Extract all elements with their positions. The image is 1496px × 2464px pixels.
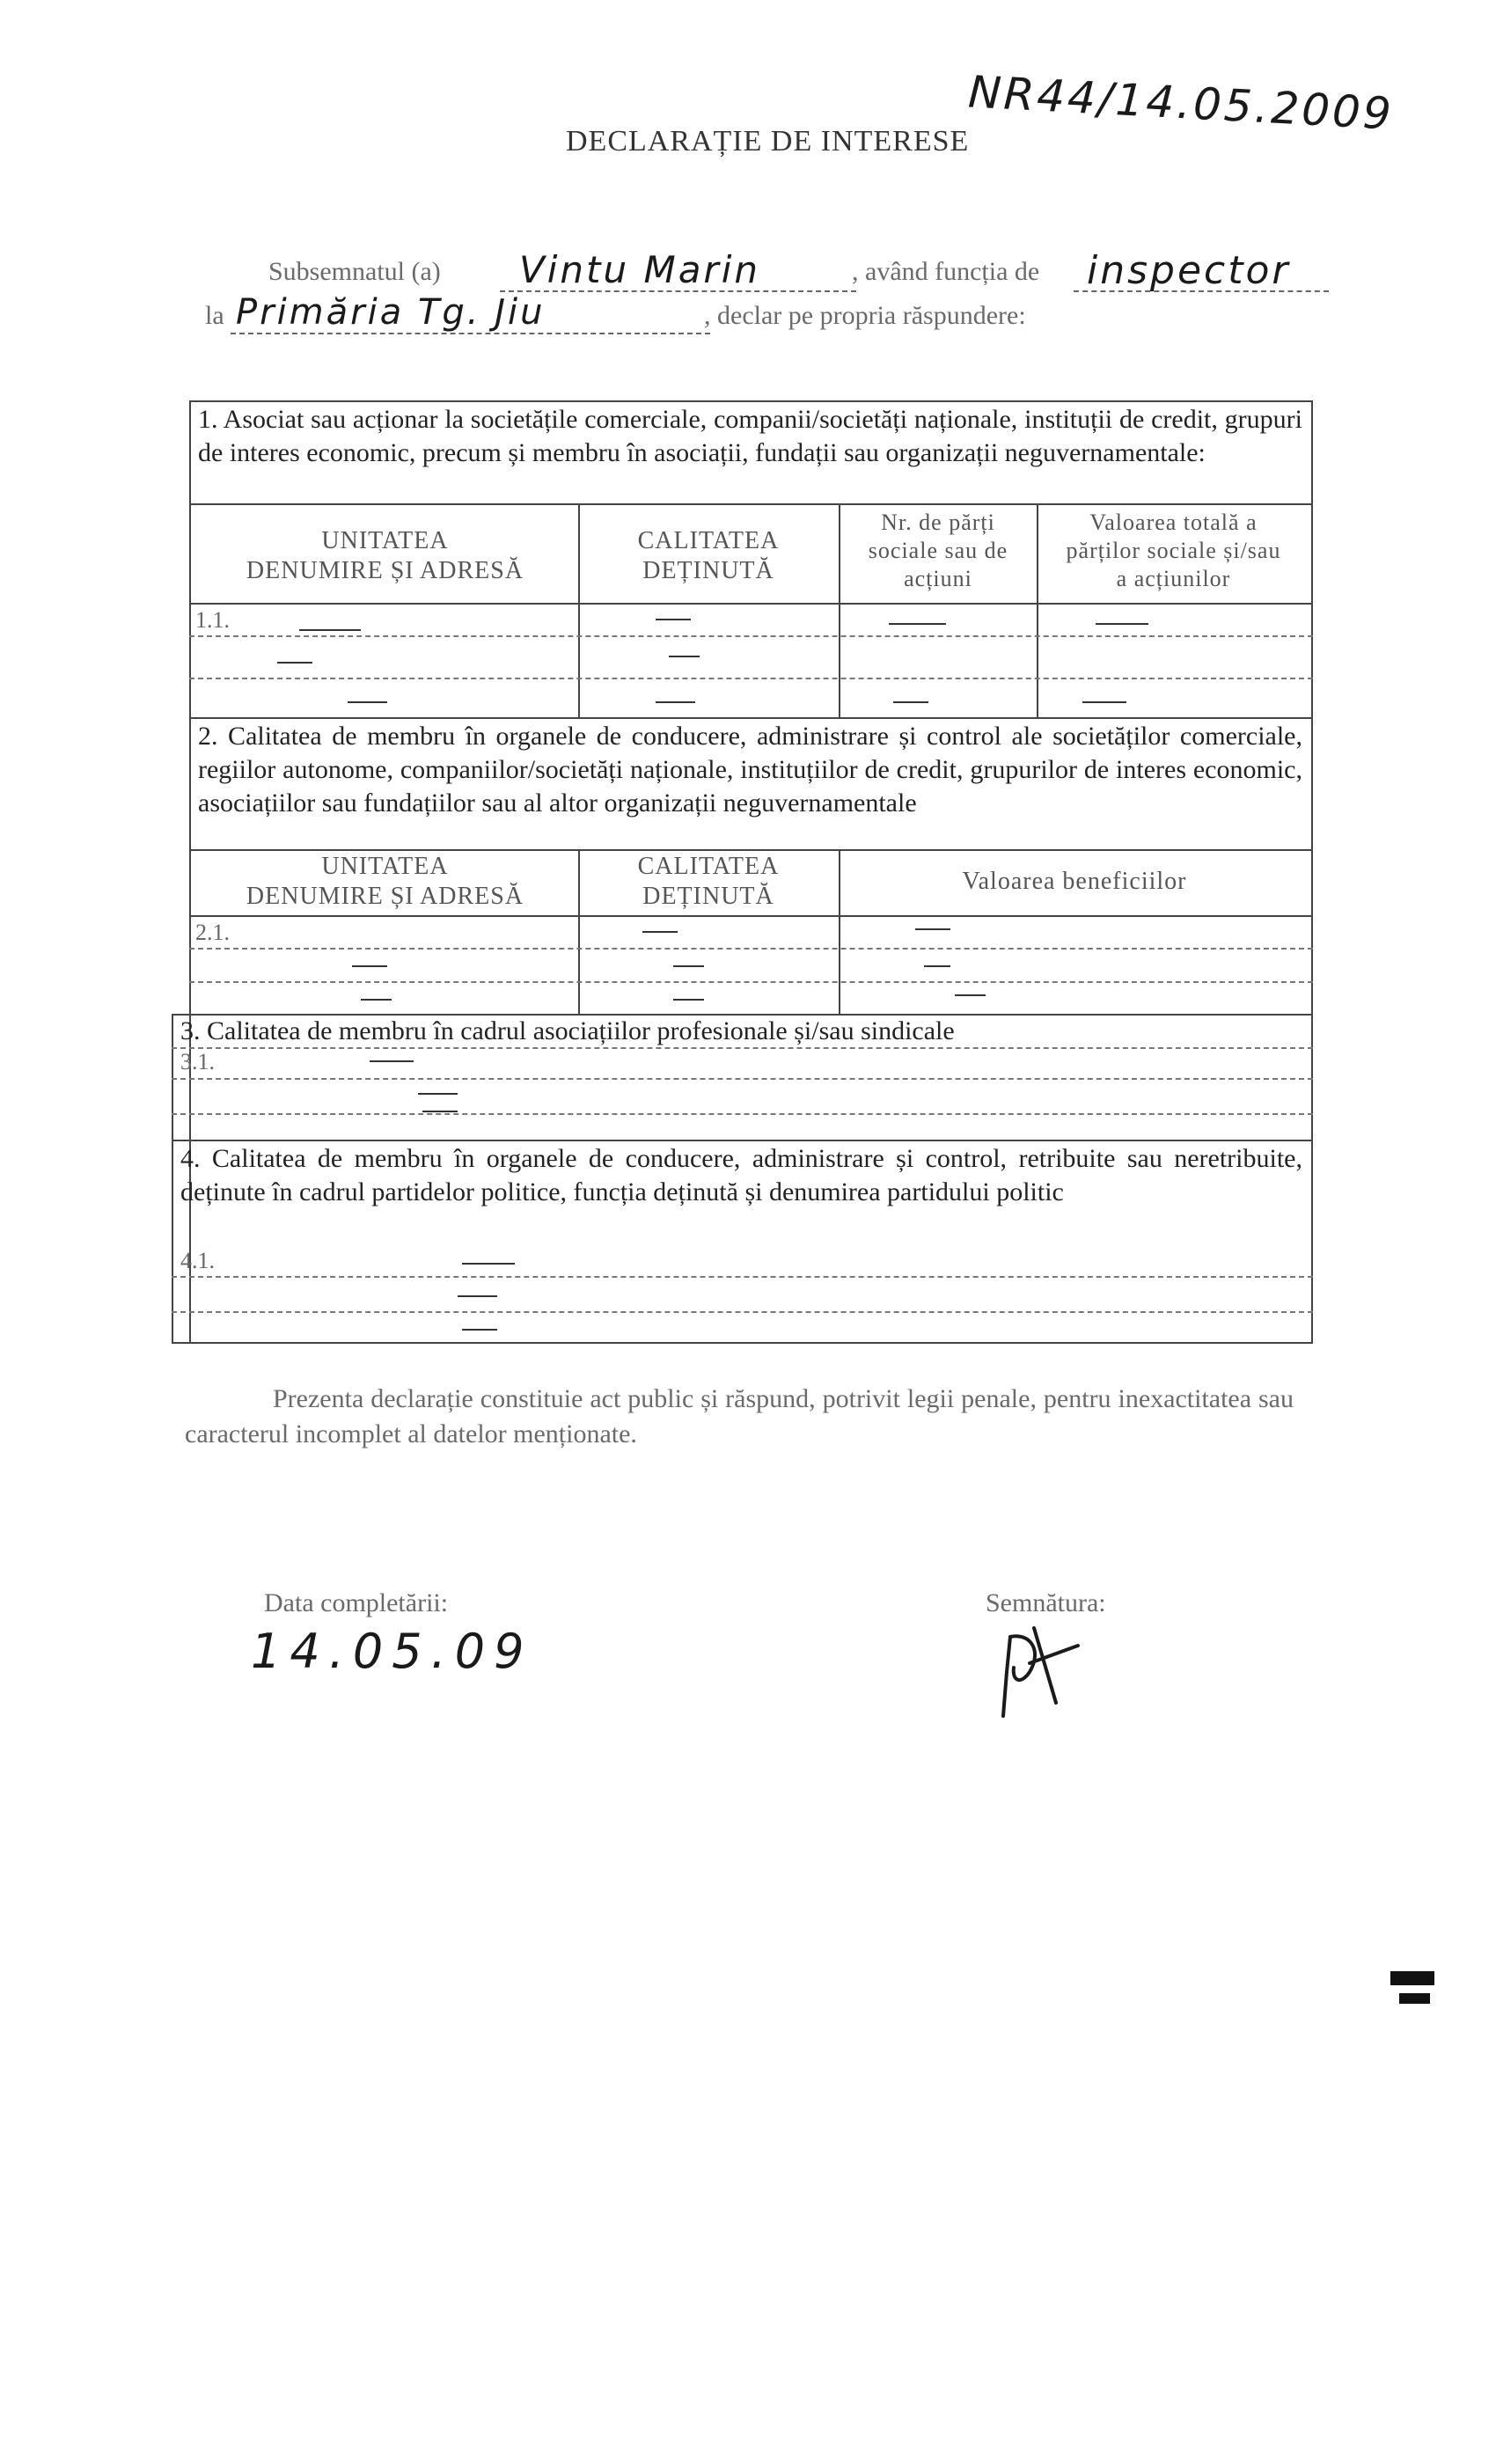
section-1-empty-mark [1082,701,1126,703]
section-1-header-bottom [189,603,1313,605]
section-2-empty-mark [361,999,392,1001]
section-1-row-label: 1.1. [195,607,230,633]
institution-name: Primăria Tg. Jiu [236,292,546,333]
section-4-heading: 4. Calitatea de membru în organele de conducere, administrare și control, retribuite sau neretribuite, deținute în cadrul partidelor politice, funcția deținută și denumirea partidului politic [180,1144,1302,1206]
section-1-col-unit: UNITATEA DENUMIRE ȘI ADRESĂ [246,527,524,584]
section-2-empty-mark [673,999,704,1001]
signature-mark [994,1619,1109,1725]
section-3-left-border [172,1014,173,1342]
section-2-table-top [189,849,1313,851]
section-3-row-line [172,1078,1313,1080]
section-3-heading: 3. Calitatea de membru în cadrul asociațiilor profesionale și/sau sindicale [180,1016,955,1045]
declarant-function: inspector [1087,248,1291,293]
declarant-name: Vintu Marin [519,248,760,291]
section-4-empty-mark [462,1263,515,1265]
section-1-empty-mark [1096,623,1148,625]
section-2-top [189,717,1313,719]
section-3-row-line [172,1047,1313,1049]
section-1-empty-mark [656,701,695,703]
date-label: Data completării: [264,1588,449,1617]
section-2-col-divider-1 [578,849,580,1015]
section-2-col-benefits: Valoarea beneficiilor [962,868,1187,895]
section-2-header-bottom [189,915,1313,917]
completion-date: 14.05.09 [251,1624,533,1679]
intro-prefix: Subsemnatul (a) [268,257,441,286]
institution-prefix: la [205,301,224,330]
section-1-empty-mark [277,662,312,664]
section-2-row-label: 2.1. [195,920,230,945]
section-1-row-1-line [189,635,1313,637]
section-1-empty-mark [656,619,691,620]
section-4-top [172,1140,1313,1141]
section-4-row-line [172,1276,1313,1278]
form-top-border [189,400,1313,402]
section-4-empty-mark [458,1295,497,1297]
section-2-empty-mark [955,994,986,996]
section-2-empty-mark [352,965,387,967]
section-1-col-divider-1 [578,503,580,719]
section-2-row-2-line [189,981,1313,983]
signature-label: Semnătura: [986,1588,1106,1617]
section-1-col-divider-3 [1037,503,1038,719]
section-3-empty-mark [370,1060,414,1062]
section-2-col-unit: UNITATEA DENUMIRE ȘI ADRESĂ [246,853,524,910]
section-2-empty-mark [673,965,704,967]
declaration-suffix: , declar pe propria răspundere: [704,301,1026,330]
section-2-col-quality: CALITATEA DEȚINUTĂ [637,853,780,910]
section-1-col-shares-count: Nr. de părți sociale sau de acțiuni [868,510,1008,591]
section-3-row-label: 3.1. [180,1049,215,1074]
registration-number: NR44/14.05.2009 [966,66,1396,140]
section-2-heading: 2. Calitatea de membru în organele de conducere, administrare și control ale societăților comerciale, regiilor autonome, companiilor/societăți naționale, instituțiilor de credit, grupurilor de interes economic, asociațiilor sau fundațiilor sau al altor organizații neguvernamentale [198,722,1302,818]
section-3-row-line [172,1113,1313,1115]
section-1-empty-mark [893,701,928,703]
section-1-col-shares-value: Valoarea totală a părților sociale și/sau a acțiunilor [1066,510,1281,591]
section-1-empty-mark [669,656,700,657]
section-3-empty-mark [418,1093,458,1095]
section-2-row-1-line [189,948,1313,950]
document-title: DECLARAȚIE DE INTERESE [566,125,970,158]
section-2-empty-mark [915,928,950,930]
form-bottom-border [172,1342,1313,1344]
section-1-row-2-line [189,678,1313,679]
function-label: , având funcția de [852,257,1040,286]
section-4-row-label: 4.1. [180,1248,215,1273]
section-1-empty-mark [889,623,946,625]
section-2-empty-mark [642,931,678,933]
section-4-row-line [172,1311,1313,1313]
section-1-col-divider-2 [839,503,840,719]
section-2-col-divider-2 [839,849,840,1015]
legal-statement: Prezenta declarație constituie act public și răspund, potrivit legii penale, pentru inexactitatea sau caracterul incomplet al datelor menționate. [185,1384,1294,1448]
institution-underline [231,333,710,334]
section-1-empty-mark [299,629,361,631]
scan-artifact [1399,1993,1430,2004]
section-1-empty-mark [348,701,387,703]
section-1-col-quality: CALITATEA DEȚINUTĂ [637,527,780,584]
section-4-empty-mark [462,1329,497,1331]
section-1-table-top [189,503,1313,505]
section-1-heading: 1. Asociat sau acționar la societățile comerciale, companii/societăți naționale, instituții de credit, grupuri de interes economic, precum și membru în asociații, fundații sau organizații neguvernamentale: [198,405,1302,467]
section-2-empty-mark [924,965,950,967]
section-3-empty-mark [422,1111,458,1112]
form-right-border [1311,400,1313,1342]
scan-artifact [1390,1971,1434,1985]
